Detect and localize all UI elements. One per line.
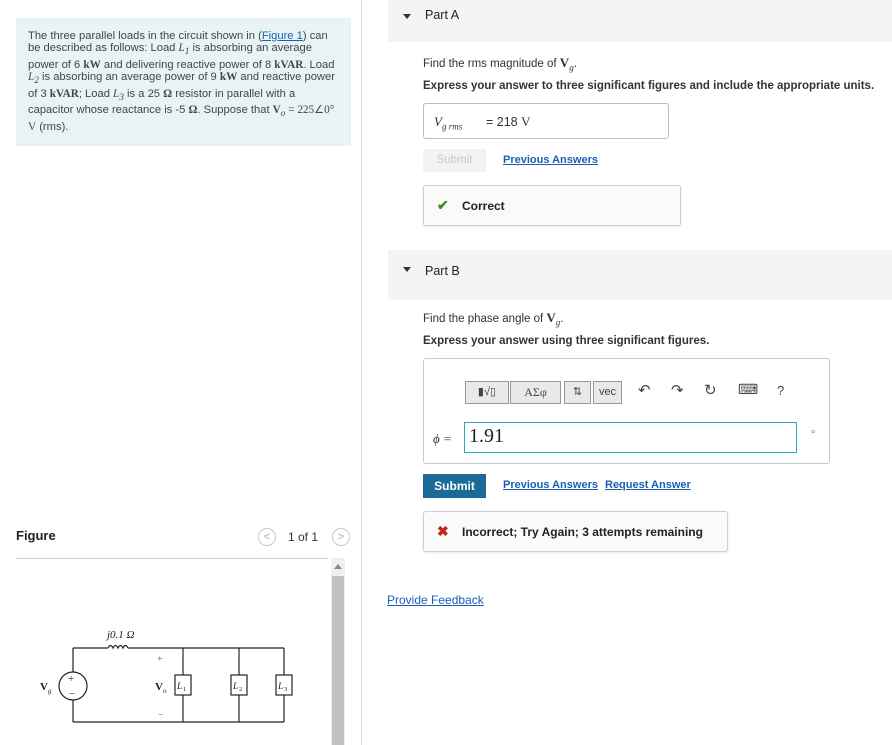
left-pane xyxy=(0,0,362,745)
load-2-label: L xyxy=(233,682,239,692)
load-3-label: L xyxy=(278,682,284,692)
problem-text: ) can be described as follows: Load xyxy=(28,30,328,55)
answer-editor xyxy=(423,358,830,464)
collapse-caret-icon[interactable] xyxy=(403,267,411,272)
next-figure-button[interactable]: > xyxy=(332,528,350,546)
unit-kvar: kVAR xyxy=(274,58,304,71)
undo-icon[interactable]: ↶ xyxy=(638,382,651,399)
answer-value: = 218 V xyxy=(486,114,531,129)
part-b-title: Part B xyxy=(425,264,460,278)
unit-ohm: Ω xyxy=(163,87,173,100)
load-2-sub: 2 xyxy=(239,686,243,693)
scroll-up-arrow-icon[interactable] xyxy=(334,564,342,569)
part-a-submit-button[interactable]: Submit xyxy=(423,149,486,172)
problem-text: . Load xyxy=(303,58,335,71)
part-a-title: Part A xyxy=(425,8,460,22)
load-1-sub: 1 xyxy=(183,686,187,693)
cross-icon: ✖ xyxy=(437,523,449,539)
vector-icon[interactable]: vec xyxy=(593,381,622,404)
problem-text: and reactive power of 3 xyxy=(28,71,335,100)
load-symbol: $L_3$ xyxy=(113,87,124,103)
figure-scrollbar[interactable] xyxy=(331,558,345,745)
vo-expression: = 225∠0° V xyxy=(28,104,335,133)
figure-pager: 1 of 1 xyxy=(288,530,319,544)
vo-symbol: $V_o$ xyxy=(272,104,286,120)
unit-kw: kW xyxy=(219,71,238,84)
degree-unit: ∘ xyxy=(810,427,817,438)
answer-variable-label: $V_{g rms}$ xyxy=(434,114,463,132)
divider xyxy=(16,558,328,559)
inductor xyxy=(108,646,128,649)
part-a-header[interactable] xyxy=(388,0,892,42)
templates-icon[interactable]: ▮√▯ xyxy=(465,381,509,404)
part-b-header[interactable] xyxy=(388,250,892,300)
load-symbol: $L_2$ xyxy=(28,71,39,87)
problem-text: is absorbing an average power of 6 xyxy=(28,42,312,71)
unit-ohm: Ω xyxy=(188,104,198,117)
problem-text: The three parallel loads in the circuit shown in ( xyxy=(28,30,262,42)
sort-icon[interactable]: ⇅ xyxy=(564,381,591,404)
unit-kw: kW xyxy=(83,58,101,71)
feedback-text: Correct xyxy=(462,199,505,213)
vo-label: V xyxy=(155,681,163,693)
vg-label: V xyxy=(40,681,48,693)
source-plus: + xyxy=(68,673,75,685)
load-1-label: L xyxy=(177,682,183,692)
problem-text: resistor in parallel with a capacitor whose reactance is -5 xyxy=(28,87,296,117)
problem-text: . Suppose that xyxy=(197,104,273,117)
part-b-prompt: Find the phase angle of $V_g$. xyxy=(423,310,564,328)
vg-sub: g xyxy=(48,687,52,695)
source-minus: − xyxy=(69,688,76,700)
keyboard-icon[interactable]: ⌨ xyxy=(738,381,759,397)
part-a-answer-field[interactable] xyxy=(423,103,669,139)
unit-kvar: kVAR xyxy=(49,87,79,100)
checkmark-icon: ✔ xyxy=(437,197,449,213)
load-3-sub: 3 xyxy=(284,686,288,693)
figure-header xyxy=(16,528,351,548)
greek-letters-icon[interactable]: ΑΣφ xyxy=(510,381,561,404)
vo-plus: + xyxy=(157,654,163,665)
phase-angle-input[interactable]: 1.91 xyxy=(464,422,797,453)
prev-figure-button[interactable]: < xyxy=(258,528,276,546)
request-answer-link[interactable]: Request Answer xyxy=(605,479,691,491)
problem-text: (rms). xyxy=(36,120,69,133)
part-a-feedback xyxy=(423,185,681,226)
part-b-feedback xyxy=(423,511,728,552)
phi-label: ϕ = xyxy=(433,431,452,446)
part-b-previous-answers-link[interactable]: Previous Answers xyxy=(503,479,598,491)
provide-feedback-link[interactable]: Provide Feedback xyxy=(387,593,484,607)
load-symbol: $L_1$ xyxy=(178,42,190,58)
problem-text: is a 25 xyxy=(123,87,164,100)
part-a-prompt: Find the rms magnitude of $V_g$. xyxy=(423,55,577,73)
inductor-label: j0.1 Ω xyxy=(107,629,135,641)
problem-text: ; Load xyxy=(78,87,114,100)
part-b-instruction: Express your answer using three significant figures. xyxy=(423,335,710,347)
problem-text: is absorbing an average power of 9 xyxy=(38,71,220,84)
problem-text: and delivering reactive power of 8 xyxy=(100,58,275,71)
redo-icon[interactable]: ↷ xyxy=(671,382,684,399)
figure-link[interactable]: Figure 1 xyxy=(261,30,303,42)
scroll-thumb[interactable] xyxy=(332,576,344,745)
feedback-text: Incorrect; Try Again; 3 attempts remaining xyxy=(462,525,703,539)
figure-title: Figure xyxy=(16,528,56,543)
part-b-submit-button[interactable]: Submit xyxy=(423,474,486,498)
part-a-instruction: Express your answer to three significant figures and include the appropriate units. xyxy=(423,80,875,92)
problem-statement xyxy=(16,18,351,146)
reset-icon[interactable]: ↻ xyxy=(704,382,717,399)
part-a-previous-answers-link[interactable]: Previous Answers xyxy=(503,154,598,166)
vo-minus: − xyxy=(158,710,164,721)
help-icon[interactable]: ? xyxy=(777,383,785,398)
collapse-caret-icon[interactable] xyxy=(403,14,411,19)
circuit-diagram xyxy=(16,600,316,740)
vo-sub: o xyxy=(163,687,167,695)
